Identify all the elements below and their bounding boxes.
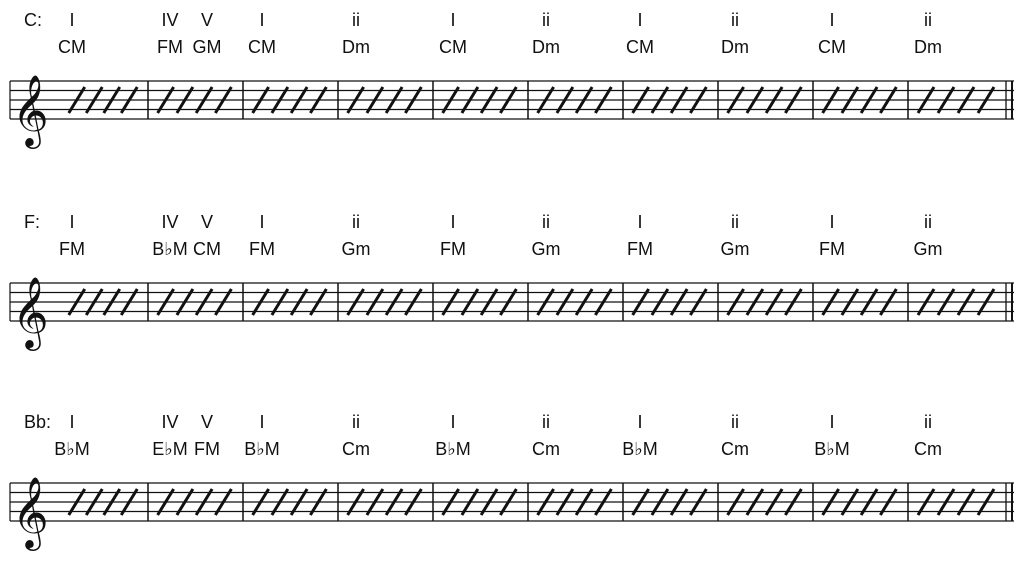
chord-symbol: Cm (721, 439, 749, 459)
chord-symbol: CM (818, 37, 846, 57)
roman-numeral: IV (161, 412, 179, 432)
treble-clef-icon: 𝄞 (12, 475, 49, 548)
roman-numeral: ii (542, 212, 550, 232)
roman-numeral: I (829, 10, 835, 30)
chord-symbol: Cm (914, 439, 942, 459)
roman-numeral: ii (542, 10, 550, 30)
chord-symbol: GM (192, 37, 222, 57)
chord-symbol: B♭M (622, 439, 658, 459)
roman-numeral: V (200, 412, 214, 432)
chord-symbol: Cm (342, 439, 370, 459)
staff (0, 265, 1024, 375)
chord-symbol: CM (626, 37, 654, 57)
chord-symbol: FM (249, 239, 275, 259)
roman-numeral: I (637, 212, 643, 232)
chord-symbol: B♭M (152, 239, 188, 259)
chord-symbol: Gm (341, 239, 371, 259)
roman-numeral: V (200, 10, 214, 30)
staff (0, 465, 1024, 575)
chord-symbol: CM (248, 37, 276, 57)
system-1 (0, 8, 1024, 178)
roman-numeral: ii (731, 10, 739, 30)
system-3 (0, 410, 1024, 580)
roman-numeral: I (450, 212, 456, 232)
chord-symbol: FM (440, 239, 466, 259)
roman-numeral: I (450, 412, 456, 432)
chord-symbol: Dm (914, 37, 942, 57)
key-label: Bb: (24, 412, 52, 432)
roman-numeral: I (259, 10, 265, 30)
treble-clef-icon: 𝄞 (12, 73, 49, 146)
roman-numeral: I (259, 212, 265, 232)
roman-numeral: I (259, 412, 265, 432)
chord-symbol: Dm (532, 37, 560, 57)
chord-symbol: CM (193, 239, 221, 259)
key-label: C: (24, 10, 42, 30)
treble-clef-icon: 𝄞 (12, 275, 49, 348)
chord-symbol: Dm (721, 37, 749, 57)
roman-numeral: ii (924, 10, 932, 30)
roman-numeral: I (637, 10, 643, 30)
roman-numeral: ii (352, 10, 360, 30)
chord-symbol: FM (627, 239, 653, 259)
chord-symbol: CM (439, 37, 467, 57)
chord-symbol: E♭M (152, 439, 188, 459)
chord-symbol: FM (819, 239, 845, 259)
chord-symbol: CM (58, 37, 86, 57)
chord-symbol: Dm (342, 37, 370, 57)
roman-numeral: I (829, 212, 835, 232)
roman-numeral: ii (352, 212, 360, 232)
chord-symbol: FM (194, 439, 220, 459)
chord-symbol: B♭M (54, 439, 90, 459)
chord-symbol: B♭M (244, 439, 280, 459)
roman-numeral: I (69, 412, 75, 432)
roman-numeral: ii (924, 412, 932, 432)
roman-numeral: I (829, 412, 835, 432)
chord-symbol: B♭M (435, 439, 471, 459)
roman-numeral: V (200, 212, 214, 232)
roman-numeral: ii (924, 212, 932, 232)
chord-symbol: FM (59, 239, 85, 259)
system-2 (0, 210, 1024, 380)
roman-numeral: ii (731, 412, 739, 432)
roman-numeral: I (450, 10, 456, 30)
chord-symbol: Gm (720, 239, 750, 259)
chord-symbol: B♭M (814, 439, 850, 459)
staff (0, 63, 1024, 173)
roman-numeral: I (69, 212, 75, 232)
roman-numeral: I (69, 10, 75, 30)
roman-numeral: IV (161, 212, 179, 232)
key-label: F: (24, 212, 40, 232)
chord-symbol: Gm (913, 239, 943, 259)
roman-numeral: I (637, 412, 643, 432)
roman-numeral: IV (161, 10, 179, 30)
roman-numeral: ii (352, 412, 360, 432)
chord-symbol: Cm (532, 439, 560, 459)
chord-symbol: Gm (531, 239, 561, 259)
chord-symbol: FM (157, 37, 183, 57)
roman-numeral: ii (731, 212, 739, 232)
roman-numeral: ii (542, 412, 550, 432)
